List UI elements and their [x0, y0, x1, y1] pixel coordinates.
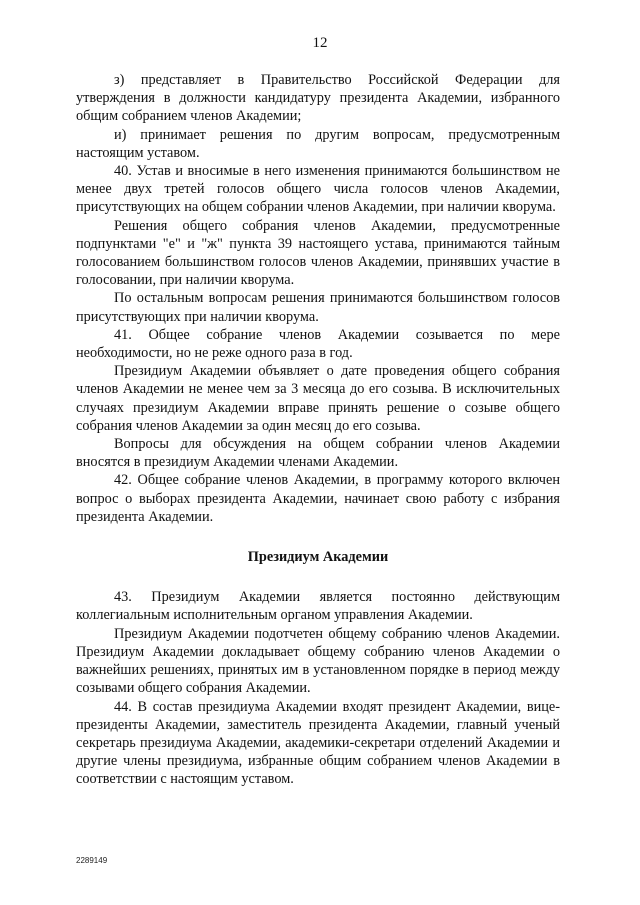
paragraph-meeting-notice: Президиум Академии объявляет о дате проведения общего собрания членов Академии не менее чем за 3 месяца до его созыва. В исключительных случаях президиум Академии вправе принять решение о созыве общего собрания членов Академии за один месяц до его созыва. — [76, 363, 560, 434]
paragraph-clause-43: 43. Президиум Академии является постоянно действующим коллегиальным исполнительным органом управления Академии. — [76, 589, 560, 624]
section-heading: Президиум Академии — [247, 549, 389, 566]
paragraph-item-z: з) представляет в Правительство Российской Федерации для утверждения в должности кандидатуру президента Академии, избранного общим собранием членов Академии; — [76, 72, 560, 125]
document-code: 2289149 — [76, 856, 108, 865]
paragraph-item-i: и) принимает решения по другим вопросам, предусмотренным настоящим уставом. — [76, 126, 560, 161]
page-number: 12 — [312, 35, 328, 51]
paragraph-other-questions: По остальным вопросам решения принимаются большинством голосов присутствующих при наличии кворума. — [76, 290, 560, 325]
paragraph-agenda-questions: Вопросы для обсуждения на общем собрании членов Академии вносятся в президиум Академии членами Академии. — [76, 436, 560, 471]
paragraph-clause-42: 42. Общее собрание членов Академии, в программу которого включен вопрос о выборах президента Академии, начинает свою работу с избрания президента Академии. — [76, 472, 560, 525]
document-body — [76, 71, 560, 789]
paragraph-clause-40: 40. Устав и вносимые в него изменения принимаются большинством не менее двух третей голосов общего числа голосов членов Академии, присутствующих на общем собрании членов Академии, при наличии кворума. — [76, 163, 560, 216]
paragraph-secret-ballot: Решения общего собрания членов Академии, предусмотренные подпунктами "е" и "ж" пункта 39 настоящего устава, принимаются тайным голосованием большинством голосов членов Академии, принявших участие в голосовании, при наличии кворума. — [76, 217, 560, 289]
paragraph-clause-41: 41. Общее собрание членов Академии созывается по мере необходимости, но не реже одного раза в год. — [76, 326, 560, 362]
paragraph-presidium-accountable: Президиум Академии подотчетен общему собранию членов Академии. Президиум Академии докладывает общему собранию членов Академии о важнейших решениях, принятых им в установленном порядке в период между созывами общего собрания Академии. — [76, 625, 560, 697]
paragraph-clause-44: 44. В состав президиума Академии входят президент Академии, вице-президенты Академии, заместитель президента Академии, главный ученый секретарь президиума Академии, академики-секретари отделений Академии и другие члены президиума, избранные общим собранием членов Академии в соответствии с настоящим уставом. — [76, 698, 560, 788]
